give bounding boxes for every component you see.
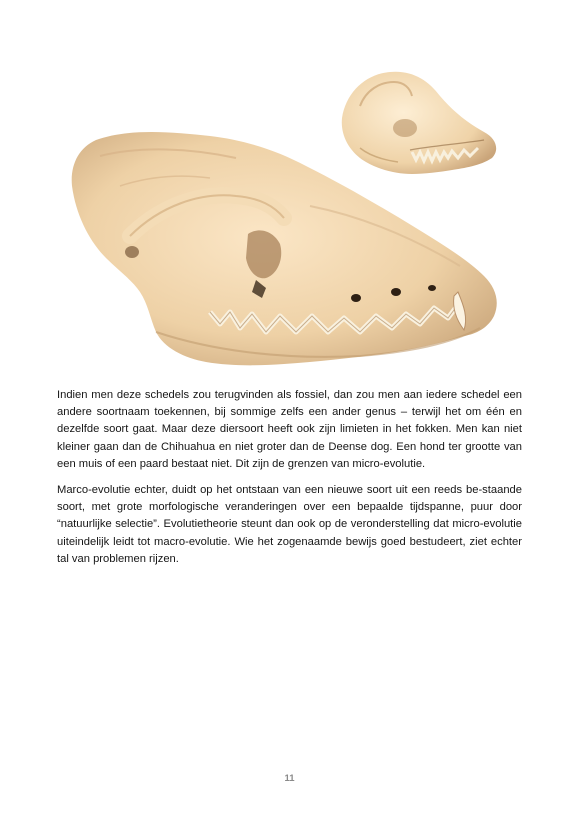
paragraph: Indien men deze schedels zou terugvinden als fossiel, dan zou men aan iedere schedel een andere soortnaam toekennen, bij sommige zelfs een ander genus – terwijl het om één en dezelfde soort gaat. Maar deze diersoort heeft ook zijn limieten in het fokken. Men kan niet kleiner gaan dan de Chihuahua en niet groter dan de Deense dog. Een hond ter grootte van een muis of een paard bestaat niet. Dit zijn de grenzen van micro-evolutie. [57,389,522,470]
page-number: 11 [284,773,295,784]
skulls-figure [60,66,510,378]
paragraph: Marco-evolutie echter, duidt op het ontstaan van een nieuwe soort uit een reeds be-staande soort, met grote morfologische veranderingen over een bepaalde tijdspanne, puur door “natuurlijke selectie”. Evolutietheorie steunt dan ook op de veronderstelling dat micro-evolutie uiteindelijk leidt tot macro-evolutie. Wie het zogenaamde bewijs goed bestudeert, ziet echter tal van problemen rijzen. [57,484,522,565]
body-text [57,387,522,577]
chihuahua-skull-image [342,72,496,174]
